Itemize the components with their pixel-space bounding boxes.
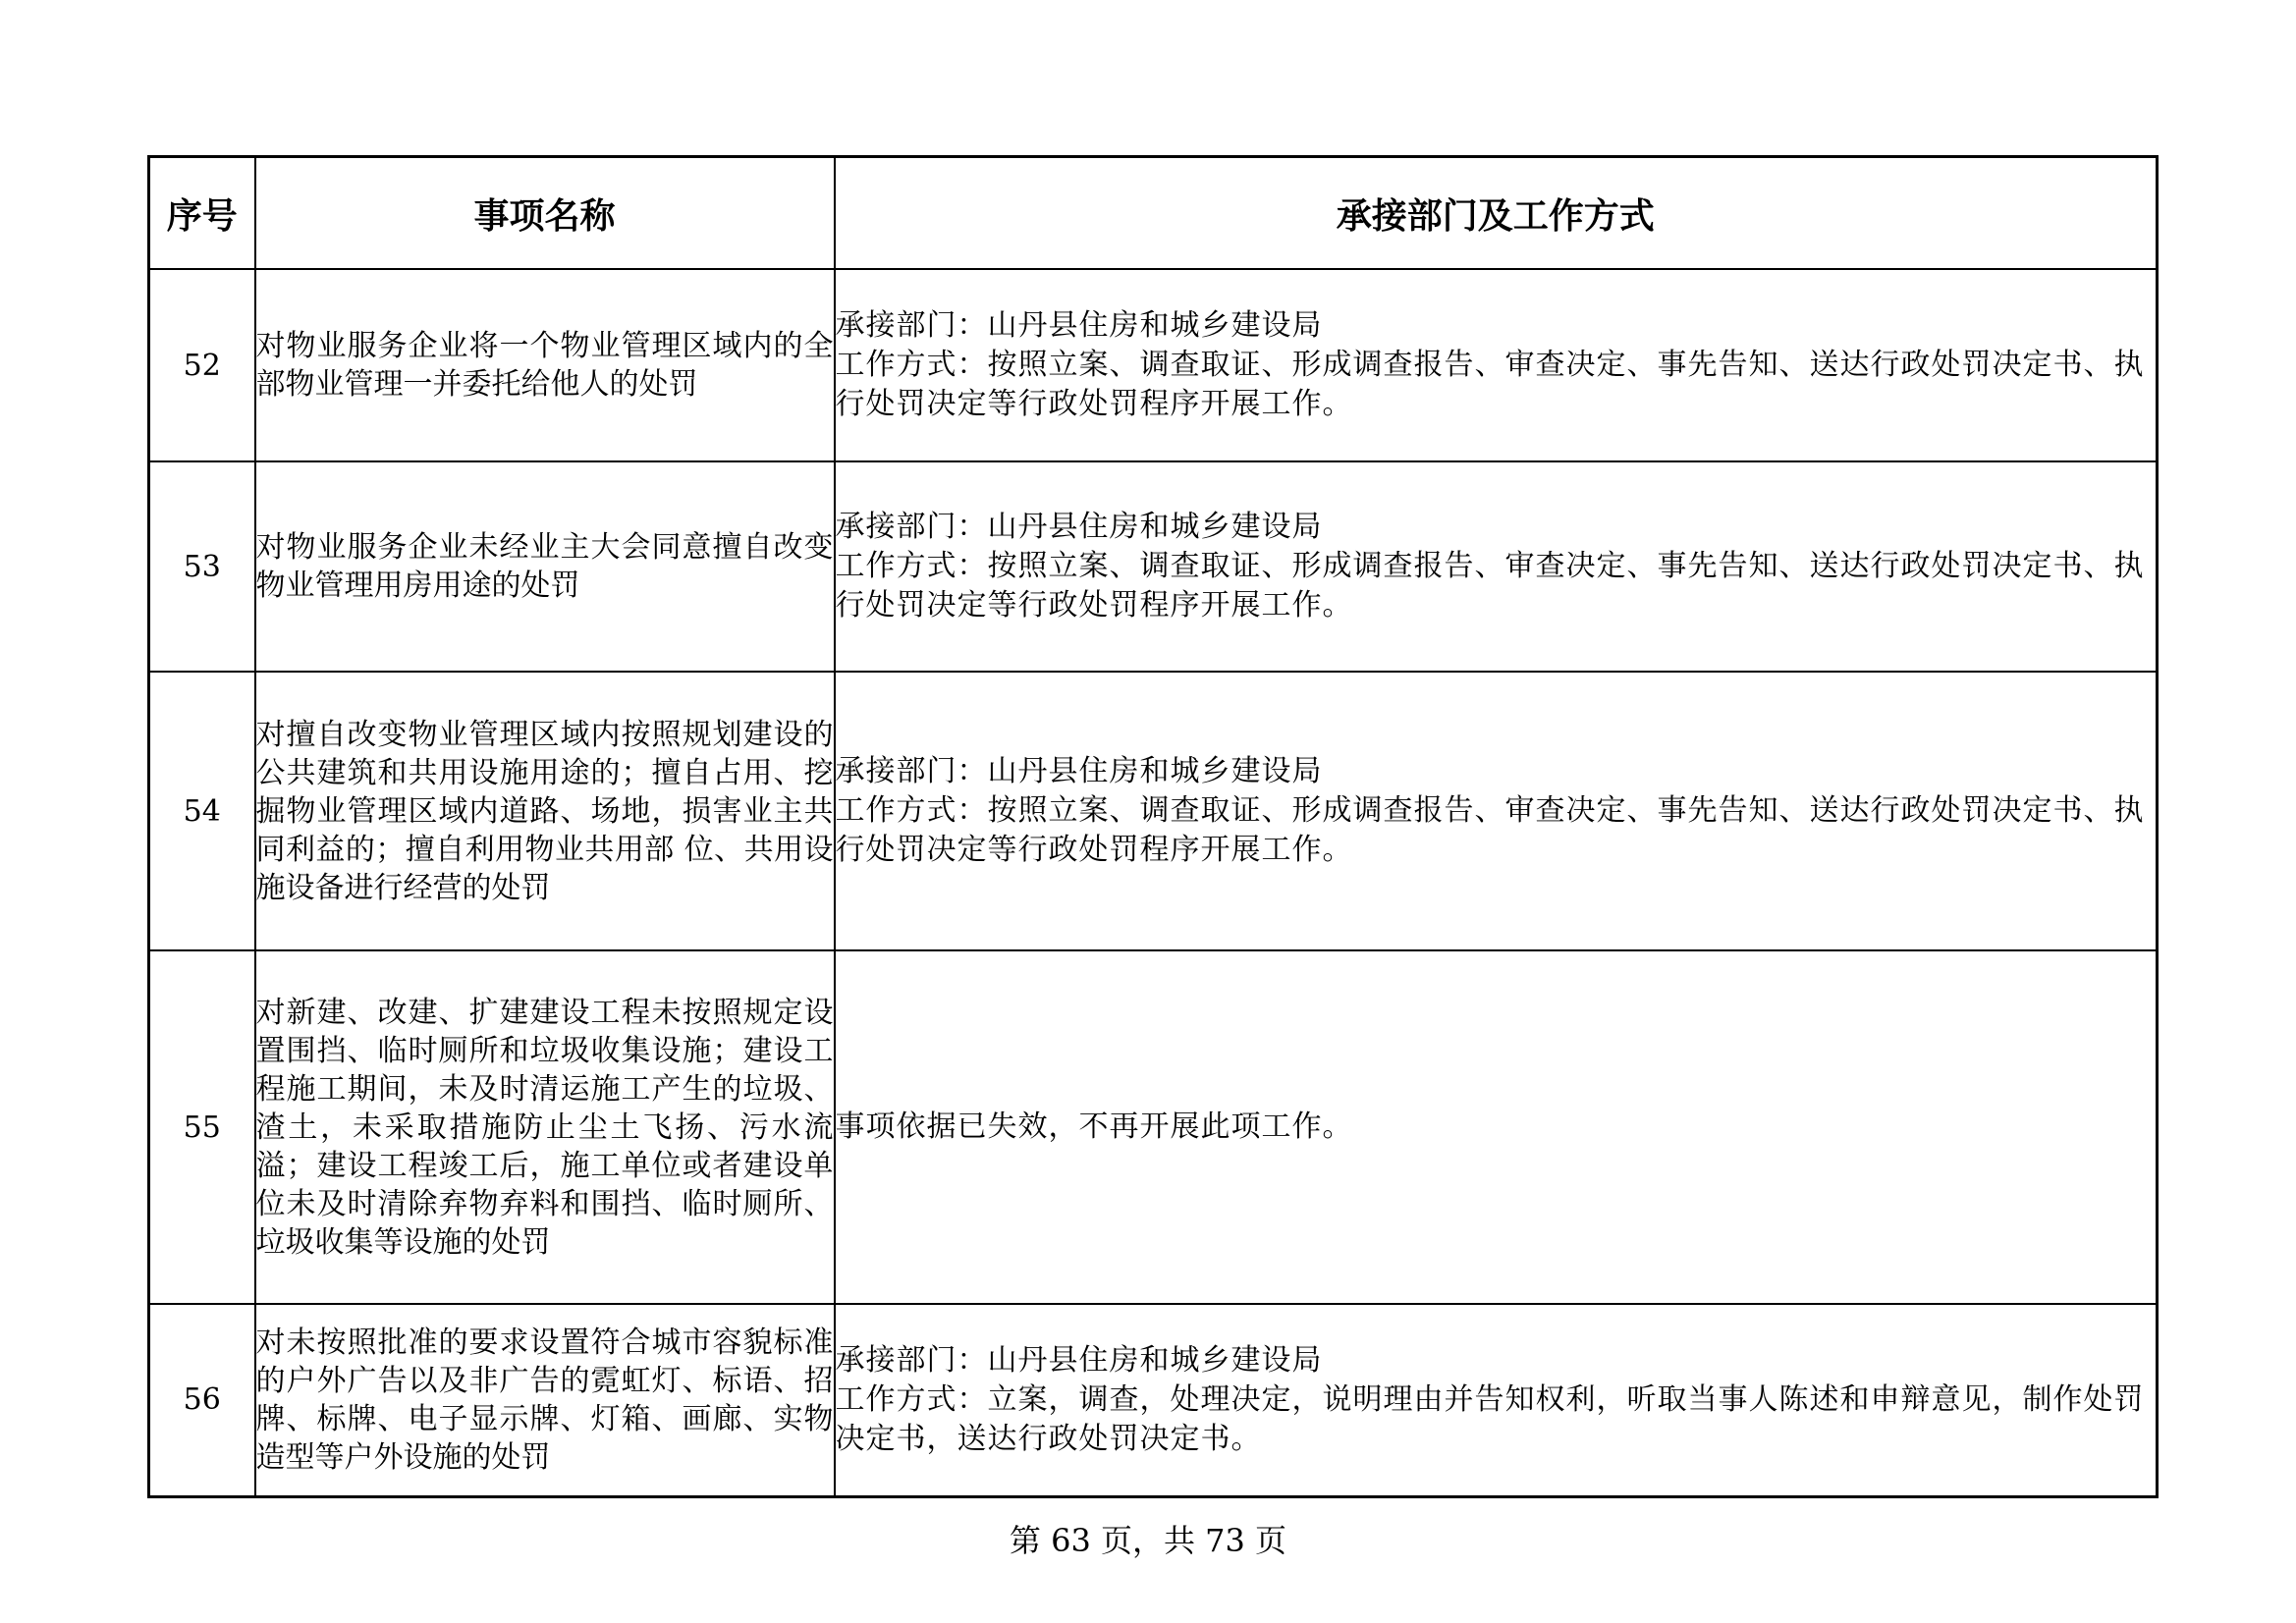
matters-table	[147, 155, 2159, 1498]
method-line: 工作方式：按照立案、调查取证、形成调查报告、审查决定、事先告知、送达行政处罚决定书、执行处罚决定等行政处罚程序开展工作。	[835, 549, 2145, 622]
table-row	[149, 269, 2158, 461]
table-header-row	[149, 157, 2158, 270]
row-seq: 53	[149, 461, 255, 672]
status-line: 事项依据已失效，不再开展此项工作。	[835, 1109, 1353, 1144]
row-dept-method	[835, 672, 2158, 950]
table-row	[149, 950, 2158, 1304]
header-name: 事项名称	[255, 157, 835, 270]
row-matter-name: 对未按照批准的要求设置符合城市容貌标准的户外广告以及非广告的霓虹灯、标语、招牌、标牌、电子显示牌、灯箱、画廊、实物造型等户外设施的处罚	[255, 1304, 835, 1496]
dept-line: 承接部门：山丹县住房和城乡建设局	[835, 510, 1323, 544]
row-dept-method	[835, 1304, 2158, 1496]
row-dept-method	[835, 950, 2158, 1304]
dept-line: 承接部门：山丹县住房和城乡建设局	[835, 1342, 1323, 1378]
row-seq: 56	[149, 1304, 255, 1496]
page-footer: 第 63 页，共 73 页	[1009, 1522, 1287, 1559]
table-row	[149, 672, 2158, 950]
method-line: 工作方式：按照立案、调查取证、形成调查报告、审查决定、事先告知、送达行政处罚决定书、执行处罚决定等行政处罚程序开展工作。	[835, 348, 2145, 421]
row-seq: 55	[149, 950, 255, 1304]
row-matter-name: 对新建、改建、扩建建设工程未按照规定设置围挡、临时厕所和垃圾收集设施；建设工程施工期间，未及时清运施工产生的垃圾、渣土，未采取措施防止尘土飞扬、污水流溢；建设工程竣工后，施工单位或者建设单位未及时清除弃物弃料和围挡、临时厕所、垃圾收集等设施的处罚	[255, 950, 835, 1304]
method-line: 工作方式：按照立案、调查取证、形成调查报告、审查决定、事先告知、送达行政处罚决定书、执行处罚决定等行政处罚程序开展工作。	[835, 793, 2145, 867]
row-seq: 54	[149, 672, 255, 950]
row-matter-name: 对物业服务企业将一个物业管理区域内的全部物业管理一并委托给他人的处罚	[255, 269, 835, 461]
header-seq: 序号	[149, 157, 255, 270]
dept-line: 承接部门：山丹县住房和城乡建设局	[835, 308, 1323, 343]
header-dept: 承接部门及工作方式	[835, 157, 2158, 270]
method-line: 工作方式：立案，调查，处理决定，说明理由并告知权利，听取当事人陈述和申辩意见，制作处罚决定书，送达行政处罚决定书。	[835, 1381, 2145, 1456]
table-row	[149, 1304, 2158, 1496]
dept-line: 承接部门：山丹县住房和城乡建设局	[835, 754, 1323, 788]
row-matter-name: 对物业服务企业未经业主大会同意擅自改变物业管理用房用途的处罚	[255, 461, 835, 672]
table-row	[149, 461, 2158, 672]
row-matter-name: 对擅自改变物业管理区域内按照规划建设的公共建筑和共用设施用途的；擅自占用、挖掘物业管理区域内道路、场地，损害业主共同利益的；擅自利用物业共用部 位、共用设施设备进行经营的处罚	[255, 672, 835, 950]
row-dept-method	[835, 269, 2158, 461]
row-dept-method	[835, 461, 2158, 672]
row-seq: 52	[149, 269, 255, 461]
